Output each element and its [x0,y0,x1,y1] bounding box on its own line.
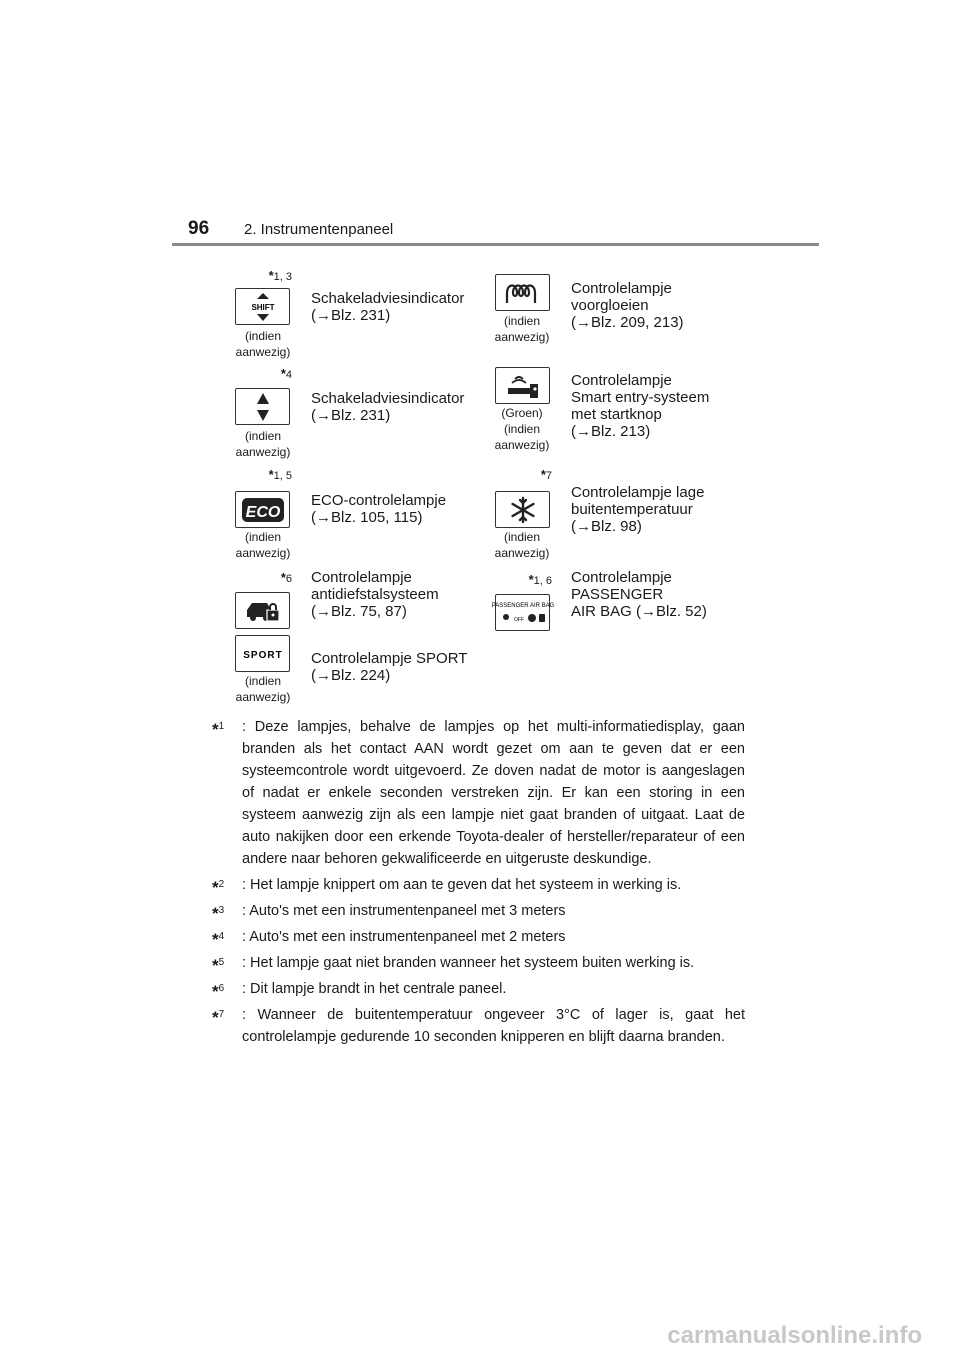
footnote-item: *$^5$ : Het lampje gaat niet branden wanneer het systeem buiten werking is. [212,955,695,975]
footnote-ref: *1, 5 [268,467,292,482]
footnote-item: *$^1$ : Deze lampjes, behalve de lampjes op het multi-informatiedisplay, gaan branden als het contact AAN wordt gezet om aan te geven dat er een systeemcontrole wordt uitgevoerd. Ze doven nadat de motor is aangeslagen of nadat er enkele seconden verstreken zijn. Er kan een storing in een systeem aanwezig zijn als een lampje niet gaat branden of uitgaat. Laat de auto nakijken door een erkende Toyota-dealer of hersteller/reparateur of een andere naar behoren gekwalificeerde en uitgeruste deskundige. [212,719,745,867]
indicator-description: Controlelampje lage buitentemperatuur (→Blz. 98) [571,484,705,535]
indicator-description: Controlelampje Smart entry-systeem met startknop (→Blz. 213) [571,372,710,440]
shift-arrows-icon [235,388,290,425]
page-number: 96 [188,218,210,239]
header-rule [172,243,819,246]
availability-note: (indien aanwezig) [494,314,550,344]
indicator-description: Schakeladviesindicator (→Blz. 231) [311,390,465,424]
shift-indicator-icon [235,288,290,325]
section-title: 2. Instrumentenpaneel [244,221,394,238]
availability-note: (indien aanwezig) [235,674,291,704]
indicator-description: Schakeladviesindicator (→Blz. 231) [311,290,465,324]
availability-note: (indien aanwezig) [235,329,291,359]
security-car-lock-icon [235,592,290,629]
passenger-airbag-icon [491,594,554,631]
indicator-description: Controlelampje antidiefstalsysteem (→Blz. 75, 87) [311,569,439,620]
availability-note: (indien aanwezig) [494,530,550,560]
sport-icon-label: SPORT [242,649,283,661]
footnote-item: *$^3$ : Auto's met een instrumentenpaneel met 3 meters [212,903,566,923]
footnote-ref: *7 [540,467,552,482]
indicator-description: Controlelampje voorgloeien (→Blz. 209, 213) [571,280,684,331]
shift-icon-label: SHIFT [250,302,275,312]
availability-note: (indien aanwezig) [235,429,291,459]
footnotes [212,716,745,1052]
airbag-icon-label: PASSENGER AIR BAG [491,602,554,609]
availability-note: (indien aanwezig) [235,530,291,560]
footnote-ref: *1, 6 [528,572,552,587]
footnote-ref: *1, 3 [268,268,292,283]
sport-icon [235,635,290,672]
indicator-description: Controlelampje PASSENGER AIR BAG (→Blz. 52) [571,569,707,620]
watermark: carmanualsonline.info [667,1322,922,1349]
footnote-item: *$^2$ : Het lampje knippert om aan te geven dat het systeem in werking is. [212,877,682,897]
airbag-off-label: OFF [513,616,524,623]
snowflake-icon [495,491,550,528]
footnote-ref: *6 [280,570,292,585]
footnote-item: *$^4$ : Auto's met een instrumentenpaneel met 2 meters [212,929,566,949]
page-header [0,0,960,260]
footnote-ref: *4 [280,366,292,381]
eco-icon-label: ECO [245,503,280,521]
eco-icon [235,491,290,528]
availability-note: (Groen) (indien aanwezig) [494,406,550,452]
indicator-description: Controlelampje SPORT (→Blz. 224) [311,650,468,684]
glow-plug-icon [495,274,550,311]
smart-key-icon [495,367,550,404]
footnote-item: *$^6$ : Dit lampje brandt in het centrale paneel. [212,981,507,1001]
footnote-item: *$^7$ : Wanneer de buitentemperatuur ongeveer 3°C of lager is, gaat het controlelampje gedurende 10 seconden knipperen en blijft daarna branden. [212,1007,745,1045]
indicator-description: ECO-controlelampje (→Blz. 105, 115) [311,492,447,526]
